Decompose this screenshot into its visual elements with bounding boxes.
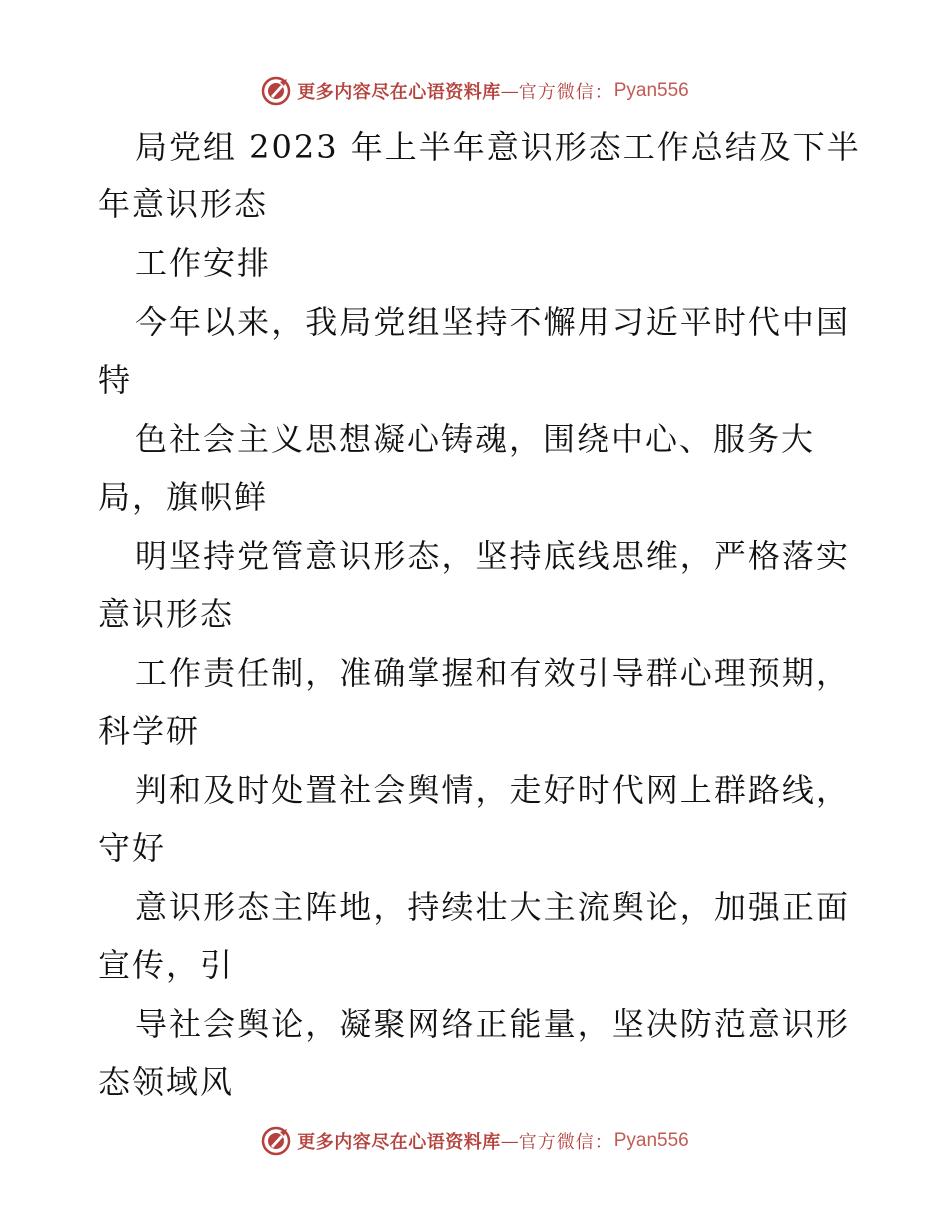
body-line: 色社会主义思想凝心铸魂，围绕中心、服务大: [135, 420, 816, 458]
body-line: 守好: [98, 829, 167, 867]
page-header-banner: [0, 71, 950, 111]
footer-wechat-id: Pyan556: [613, 1130, 689, 1151]
header-dash: —: [500, 80, 519, 102]
body-line: 特: [98, 361, 133, 399]
footer-dash: —: [500, 1130, 519, 1152]
body-line: 今年以来，我局党组坚持不懈用习近平时代中国: [135, 303, 850, 341]
body-line: 意识形态主阵地，持续壮大主流舆论，加强正面: [135, 888, 850, 926]
pen-logo-icon: [261, 76, 291, 106]
body-line: 态领域风: [98, 1063, 235, 1101]
header-wechat-label: 官方微信：: [518, 82, 614, 103]
body-line: 明坚持党管意识形态，坚持底线思维，严格落实: [135, 537, 850, 575]
body-line: 工作安排: [135, 244, 272, 282]
body-line: 意识形态: [98, 595, 235, 633]
body-line: 工作责任制，准确掌握和有效引导群心理预期，: [135, 654, 850, 692]
footer-banner-text: 更多内容尽在心语资料库: [297, 1132, 501, 1153]
pen-logo-icon: [261, 1126, 291, 1156]
body-line: 导社会舆论，凝聚网络正能量，坚决防范意识形: [135, 1005, 850, 1043]
body-line: 宣传，引: [98, 946, 235, 984]
body-line: 判和及时处置社会舆情，走好时代网上群路线，: [135, 771, 850, 809]
body-line: 年意识形态: [98, 185, 269, 223]
header-wechat-id: Pyan556: [613, 80, 689, 101]
body-line: 局，旗帜鲜: [98, 478, 269, 516]
page-footer-banner: [0, 1121, 950, 1161]
body-line: 科学研: [98, 712, 201, 750]
header-banner-text: 更多内容尽在心语资料库: [297, 82, 501, 103]
body-line: 局党组 2023 年上半年意识形态工作总结及下半: [135, 128, 861, 166]
footer-wechat-label: 官方微信：: [518, 1132, 614, 1153]
